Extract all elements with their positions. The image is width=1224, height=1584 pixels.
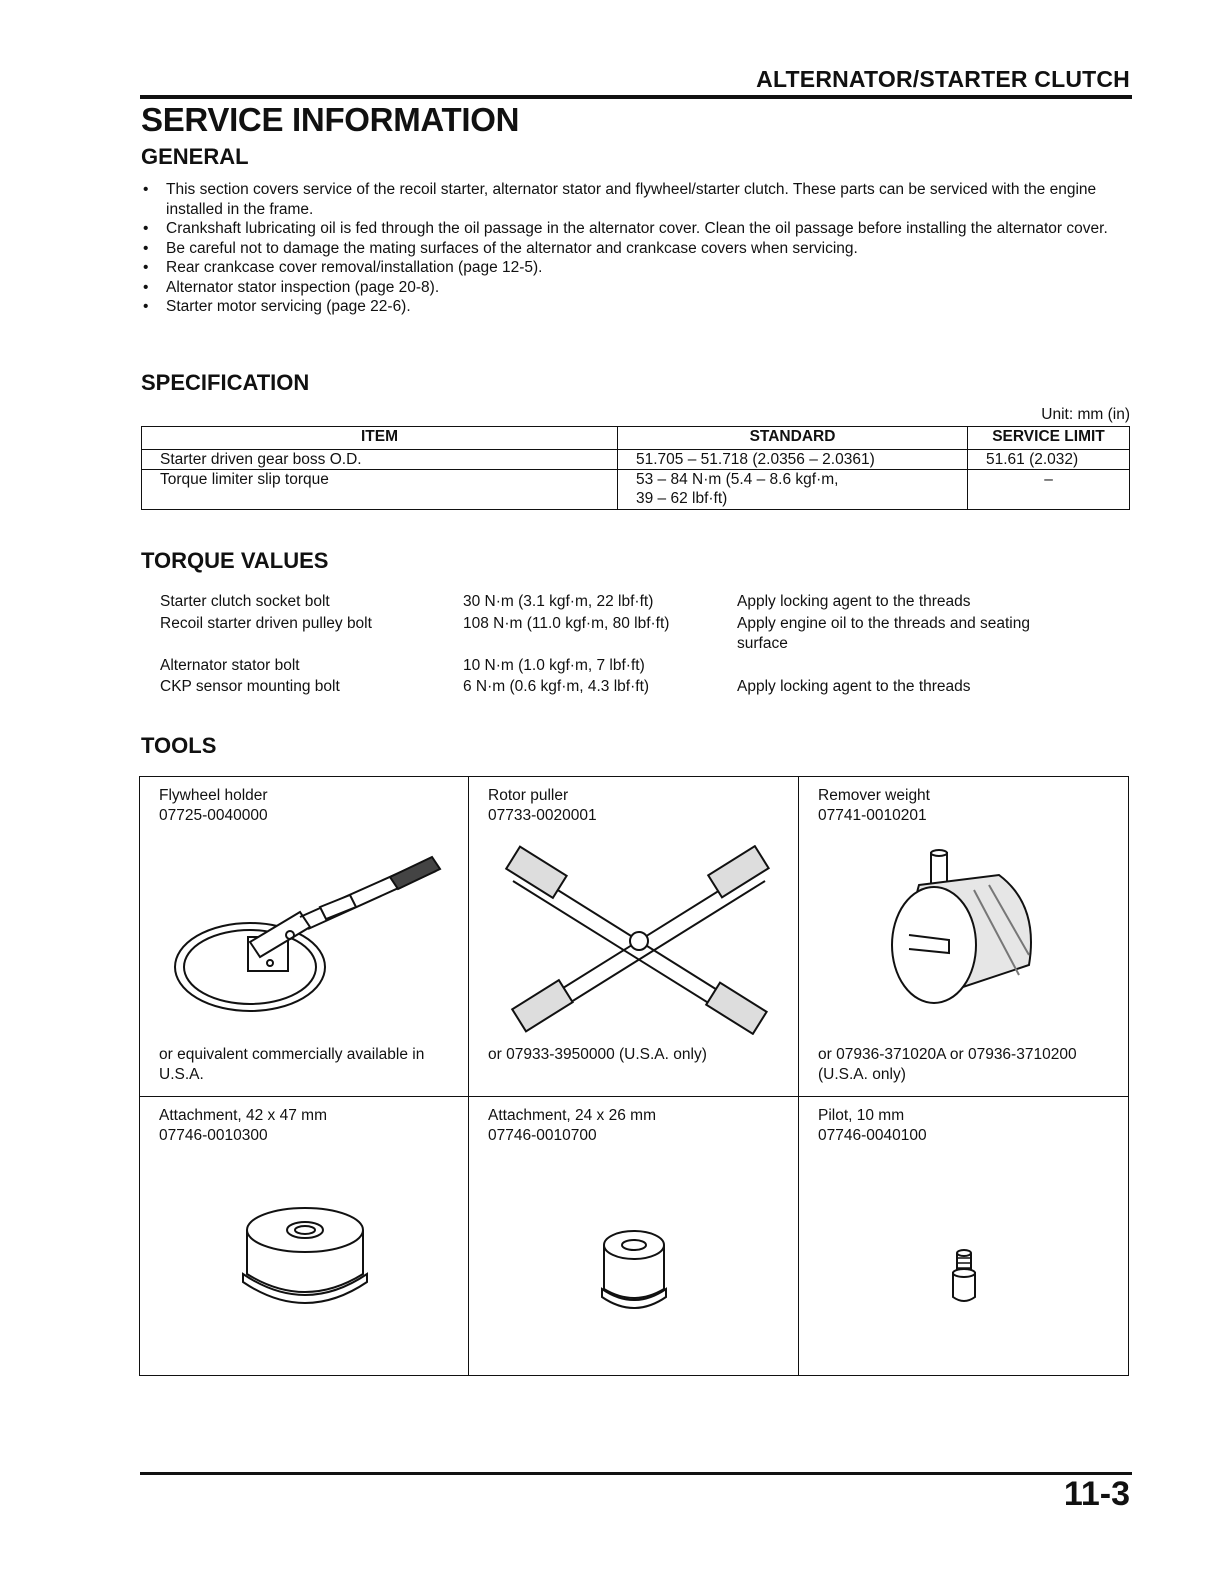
cell-text: 39 – 62 lbf·ft) — [636, 490, 728, 507]
table-row — [142, 450, 1130, 470]
unit-label: Unit: mm (in) — [1041, 406, 1130, 423]
rotor-puller-icon — [499, 845, 779, 1035]
torque-note-line: surface — [737, 635, 788, 652]
general-heading: GENERAL — [141, 144, 249, 169]
torque-note — [737, 614, 1107, 655]
tool-cell-flywheel-holder — [140, 777, 469, 1097]
list-item: • Rear crankcase cover removal/installation (page 12-5). — [141, 258, 1136, 278]
list-item: • Be careful not to damage the mating surfaces of the alternator and crankcase covers when servicing. — [141, 239, 1136, 259]
torque-values-list — [160, 592, 1120, 699]
tool-name: Pilot, 10 mm — [818, 1107, 905, 1124]
table-cell — [618, 470, 968, 510]
torque-value: 10 N·m (1.0 kgf·m, 7 lbf·ft) — [463, 656, 645, 674]
table-cell: Starter driven gear boss O.D. — [142, 450, 618, 470]
list-item: • Crankshaft lubricating oil is fed through the oil passage in the alternator cover. Clean the oil passage before installing the alternator cover. — [141, 219, 1136, 239]
torque-row — [160, 592, 1120, 613]
table-cell — [618, 450, 968, 470]
tool-cell-rotor-puller — [469, 777, 799, 1097]
torque-note: Apply locking agent to the threads — [737, 678, 971, 695]
tool-note: or 07936-371020A or 07936-3710200 (U.S.A. only) — [818, 1046, 1077, 1083]
torque-row — [160, 677, 1120, 698]
tool-cell-remover-weight — [799, 777, 1128, 1097]
tool-name: Remover weight — [818, 787, 930, 804]
page-title: SERVICE INFORMATION — [141, 101, 520, 138]
torque-note — [737, 656, 1107, 677]
torque-row — [160, 614, 1120, 655]
tool-number: 07746-0040100 — [818, 1127, 927, 1144]
tool-note: or equivalent commercially available in U.S.A. — [159, 1046, 425, 1083]
specification-heading: SPECIFICATION — [141, 370, 310, 395]
torque-note-line: Apply engine oil to the threads and seating — [737, 614, 1030, 632]
column-header: ITEM — [142, 427, 618, 450]
remover-weight-icon — [879, 845, 1049, 1025]
list-item: • Starter motor servicing (page 22-6). — [141, 297, 1136, 317]
pilot-10mm-icon — [949, 1247, 979, 1307]
torque-item: CKP sensor mounting bolt — [160, 678, 340, 695]
tool-number: 07746-0010300 — [159, 1127, 268, 1144]
torque-row — [160, 656, 1120, 677]
table-row — [142, 470, 1130, 510]
tool-name: Attachment, 24 x 26 mm — [488, 1107, 656, 1124]
cell-text: 53 – 84 N·m (5.4 – 8.6 kgf·m, — [636, 471, 839, 488]
torque-item: Recoil starter driven pulley bolt — [160, 614, 372, 632]
chapter-header: ALTERNATOR/STARTER CLUTCH — [756, 66, 1130, 92]
tools-grid — [139, 776, 1129, 1376]
table-header-row — [142, 427, 1130, 450]
tool-name: Flywheel holder — [159, 787, 268, 804]
torque-value: 108 N·m (11.0 kgf·m, 80 lbf·ft) — [463, 614, 670, 632]
attachment-24x26-icon — [599, 1227, 669, 1317]
page-number: 11-3 — [1063, 1475, 1130, 1513]
table-cell: 51.61 (2.032) — [968, 450, 1130, 470]
tool-name: Rotor puller — [488, 787, 569, 804]
table-cell: – — [968, 470, 1130, 510]
tool-cell-attachment-24x26 — [469, 1097, 799, 1375]
tool-number: 07741-0010201 — [818, 807, 927, 824]
header-rule — [140, 95, 1132, 99]
torque-item: Starter clutch socket bolt — [160, 593, 330, 610]
tool-number: 07733-0020001 — [488, 807, 597, 824]
tool-number: 07725-0040000 — [159, 807, 268, 824]
torque-value: 30 N·m (3.1 kgf·m, 22 lbf·ft) — [463, 593, 654, 610]
torque-values-heading: TORQUE VALUES — [141, 548, 329, 573]
general-list — [141, 180, 1136, 317]
attachment-42x47-icon — [235, 1202, 375, 1317]
torque-item: Alternator stator bolt — [160, 656, 300, 674]
tool-note: or 07933-3950000 (U.S.A. only) — [488, 1046, 707, 1063]
table-cell: Torque limiter slip torque — [142, 470, 618, 510]
tools-heading: TOOLS — [141, 733, 217, 758]
tool-cell-attachment-42x47 — [140, 1097, 469, 1375]
footer-rule — [140, 1472, 1132, 1475]
torque-value: 6 N·m (0.6 kgf·m, 4.3 lbf·ft) — [463, 678, 650, 695]
tool-name: Attachment, 42 x 47 mm — [159, 1107, 327, 1124]
flywheel-holder-icon — [170, 847, 450, 1027]
column-header: SERVICE LIMIT — [968, 427, 1130, 450]
tool-number: 07746-0010700 — [488, 1127, 597, 1144]
torque-note: Apply locking agent to the threads — [737, 593, 971, 610]
specification-table — [141, 426, 1130, 510]
list-item: • This section covers service of the recoil starter, alternator stator and flywheel/starter clutch. These parts can be serviced with the engine installed in the frame. — [141, 180, 1136, 219]
cell-text: 51.705 – 51.718 (2.0356 – 2.0361) — [636, 451, 875, 468]
list-item: • Alternator stator inspection (page 20-8). — [141, 278, 1136, 298]
tool-cell-pilot-10mm — [799, 1097, 1128, 1375]
column-header: STANDARD — [618, 427, 968, 450]
